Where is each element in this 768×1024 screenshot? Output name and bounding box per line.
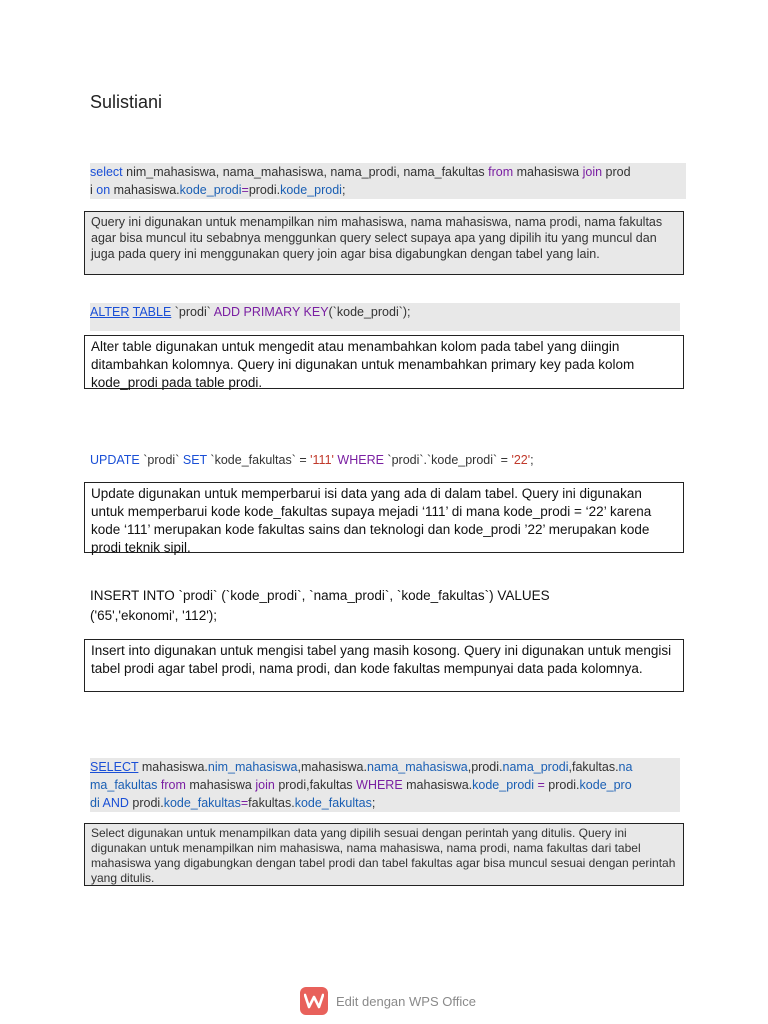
query-4-code (90, 586, 550, 626)
code-text: ; (371, 796, 376, 810)
keyword-where: WHERE (337, 453, 384, 467)
query-5-line-3 (90, 794, 680, 812)
code-text: `prodi`.`kode_prodi` = (383, 453, 512, 467)
keyword-select: select (90, 165, 123, 179)
code-text: ,prodi. (467, 760, 503, 774)
query-1-code (90, 163, 686, 199)
code-string: '22' (511, 453, 531, 467)
code-text: nim_mahasiswa, nama_mahasiswa, nama_prodi, nama_fakultas (122, 165, 489, 179)
code-text: i (90, 183, 97, 197)
code-text: mahasiswa. (138, 760, 208, 774)
keyword-from: from (160, 778, 186, 792)
query-1-line-1 (90, 163, 686, 181)
document-title: Sulistiani (90, 92, 163, 112)
code-identifier: kode_fakultas (163, 796, 241, 810)
query-5-description: Select digunakan untuk menampilkan data yang dipilih sesuai dengan perintah yang ditulis. Query ini digunakan untuk menampilkan nim mahasiswa, nama mahasiswa, nama prodi, nama fakultas dari tabel mahasiswa yang digabungkan dengan tabel prodi dan tabel fakultas agar bisa muncul sesuai dengan perintah yang ditulis. (84, 823, 684, 886)
keyword-add-primary-key: ADD PRIMARY KEY (213, 305, 329, 319)
query-1-description: Query ini digunakan untuk menampilkan nim mahasiswa, nama mahasiswa, nama prodi, nama fakultas agar bisa muncul itu sebabnya menggunkan query select supaya apa yang dipilih itu yang muncul dan juga pada query ini menggunakan query join agar bisa digabungkan dengan tabel yang lain. (84, 211, 684, 275)
query-1-line-2 (90, 181, 686, 199)
code-identifier: nama_mahasiswa (367, 760, 468, 774)
code-text: prodi. (128, 796, 164, 810)
code-text: `prodi` (139, 453, 183, 467)
query-3-code (90, 451, 534, 469)
code-identifier: kode_prodi (280, 183, 342, 197)
keyword-where: WHERE (356, 778, 403, 792)
code-identifier: nama_prodi (502, 760, 569, 774)
keyword-and: AND (102, 796, 129, 810)
code-text: prodi. (248, 183, 281, 197)
code-identifier: ma_fakultas (90, 778, 158, 792)
code-text: `kode_fakultas` = (206, 453, 311, 467)
wps-edit-banner[interactable] (300, 987, 476, 1015)
code-identifier: di (90, 796, 100, 810)
code-identifier: nim_mahasiswa (207, 760, 298, 774)
keyword-select: SELECT (90, 760, 139, 774)
code-operator: = (241, 183, 249, 197)
query-5-code (90, 758, 680, 812)
wps-edit-text: Edit dengan WPS Office (336, 993, 476, 1009)
code-identifier: kode_prodi (179, 183, 242, 197)
code-text: `prodi` (171, 305, 214, 319)
keyword-from: from (488, 165, 514, 179)
code-text: mahasiswa (513, 165, 583, 179)
code-text: prod (602, 165, 631, 179)
keyword-on: on (96, 183, 111, 197)
code-operator: = (240, 796, 249, 810)
code-identifier: kode_prodi (472, 778, 535, 792)
query-5-line-2 (90, 776, 680, 794)
code-text: mahasiswa. (402, 778, 473, 792)
code-text: mahasiswa (185, 778, 256, 792)
code-text: ,fakultas. (568, 760, 619, 774)
code-text: (`kode_prodi`); (328, 305, 411, 319)
keyword-join: join (582, 165, 603, 179)
code-text: ; (530, 453, 534, 467)
keyword-set: SET (182, 453, 207, 467)
keyword-table: TABLE (132, 305, 172, 319)
keyword-alter: ALTER (90, 305, 130, 319)
query-4-line-1: INSERT INTO `prodi` (`kode_prodi`, `nama_prodi`, `kode_fakultas`) VALUES (90, 588, 550, 603)
code-text: prodi,fakultas (274, 778, 357, 792)
query-2-description: Alter table digunakan untuk mengedit atau menambahkan kolom pada tabel yang diingin ditambahkan kolomnya. Query ini digunakan untuk menambahkan primary key pada kolom kode_prodi pada table prodi. (84, 335, 684, 389)
query-3-description: Update digunakan untuk memperbarui isi data yang ada di dalam tabel. Query ini digunakan untuk memperbarui kode kode_fakultas supaya mejadi ‘111’ di mana kode_prodi = ‘22’ karena kode ‘111’ merupakan kode fakultas sains dan teknologi dan kode_prodi ’22’ merupakan kode prodi teknik sipil. (84, 482, 684, 553)
code-string: '111' (310, 453, 334, 467)
code-text: fakultas. (248, 796, 295, 810)
keyword-join: join (255, 778, 275, 792)
query-2-code (90, 303, 680, 331)
code-text: ,mahasiswa. (297, 760, 367, 774)
code-text: mahasiswa. (110, 183, 180, 197)
code-identifier: na (618, 760, 633, 774)
query-4-description: Insert into digunakan untuk mengisi tabel yang masih kosong. Query ini digunakan untuk mengisi tabel prodi agar tabel prodi, nama prodi, dan kode fakultas mempunyai data pada kolomnya. (84, 639, 684, 692)
code-identifier: kode_pro (579, 778, 632, 792)
code-text: prodi. (548, 778, 580, 792)
code-text: ; (341, 183, 346, 197)
query-5-line-1 (90, 758, 680, 776)
code-identifier: kode_fakultas (294, 796, 372, 810)
code-operator: = (534, 778, 549, 792)
query-4-line-2: ('65','ekonomi', '112'); (90, 608, 218, 623)
keyword-update: UPDATE (90, 453, 140, 467)
wps-office-logo-icon (300, 987, 328, 1015)
